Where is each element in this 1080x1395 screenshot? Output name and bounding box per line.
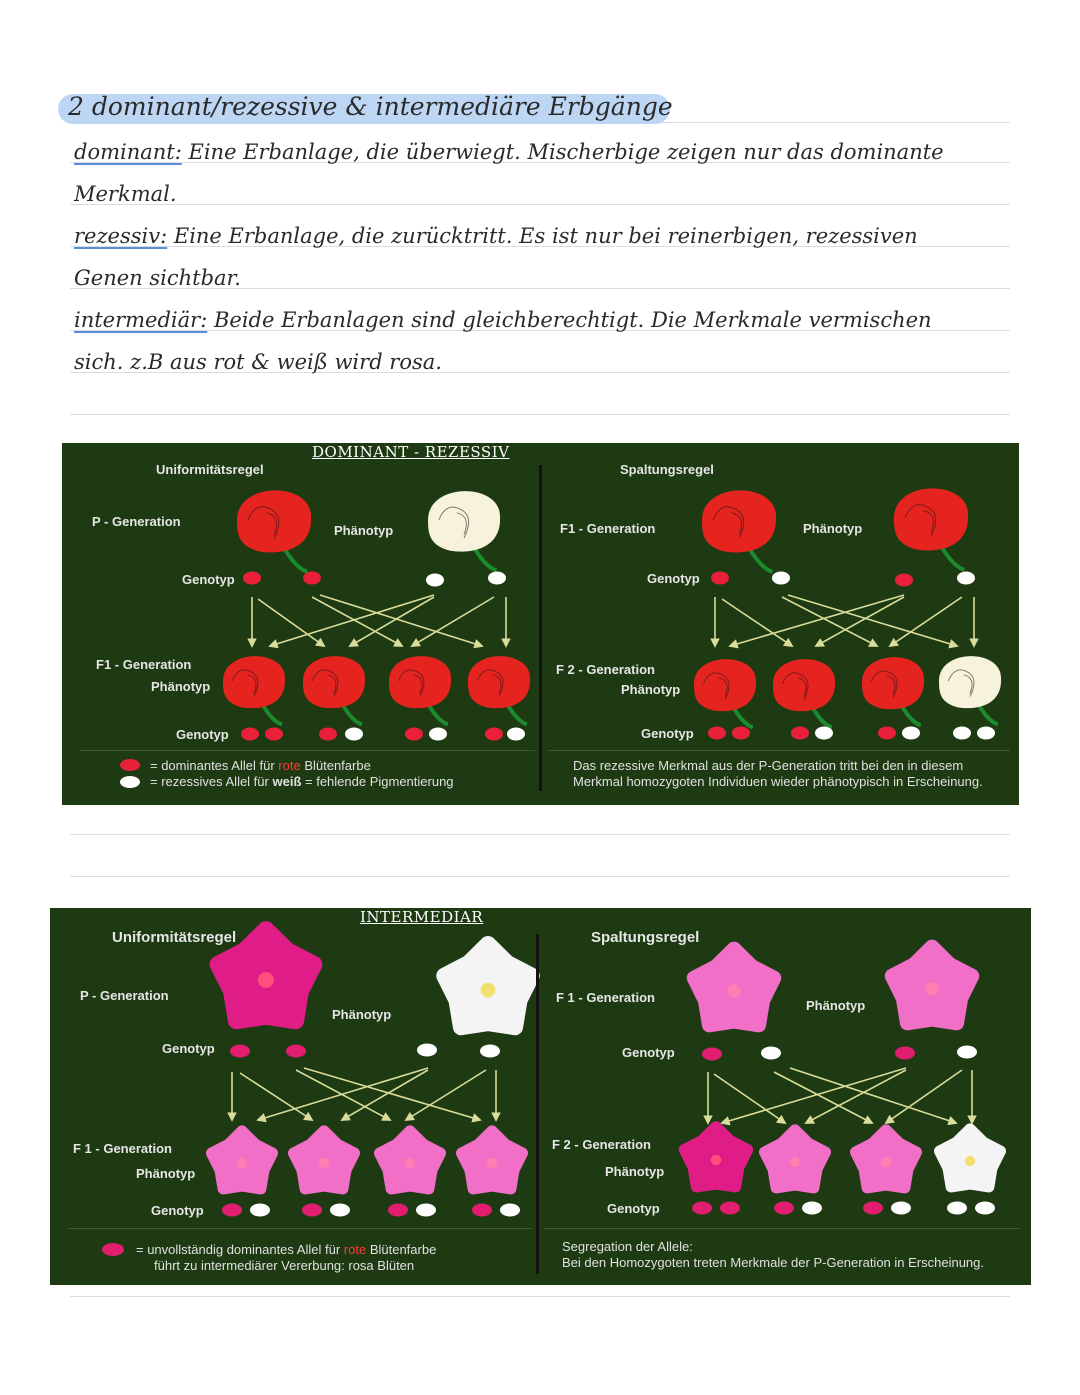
flower-stem: [902, 707, 921, 726]
cross-arrow: [412, 597, 494, 646]
flower-icon: [894, 488, 968, 569]
allele-dot: [330, 1204, 350, 1217]
p-generation-label: P - Generation: [92, 514, 181, 529]
legend-text: Blütenfarbe: [369, 1242, 437, 1257]
left-title: Uniformitätsregel: [112, 929, 237, 946]
allele-dot: [891, 1202, 911, 1215]
panel-separator: [544, 1228, 1020, 1229]
allele-dot: [977, 727, 995, 740]
phaenotyp-label: Phänotyp: [621, 682, 681, 697]
cross-arrow: [240, 1073, 312, 1120]
flower-center: [258, 972, 274, 988]
flower-stem: [734, 709, 753, 728]
legend-color-word: rote: [343, 1242, 367, 1257]
intermediar-line-1: [74, 308, 932, 332]
allele-dot: [345, 728, 363, 741]
allele-dot: [772, 572, 790, 585]
f1-generation-label: F1 - Generation: [560, 521, 656, 536]
rezessiv-text-1: Eine Erbanlage, die zurücktritt. Es ist nur bei reinerbigen, rezessiven: [173, 224, 918, 248]
flower-stem: [942, 548, 964, 570]
rezessiv-line-1: [74, 224, 918, 248]
f1-generation-label: F 1 - Generation: [73, 1141, 172, 1156]
genotyp-label: Genotyp: [151, 1203, 204, 1218]
f1-generation-label: F1 - Generation: [96, 657, 192, 672]
flower-petals: [894, 488, 968, 550]
dominant-allele-legend-dot: [120, 759, 140, 771]
flower-stem: [429, 706, 448, 725]
phaenotyp-label: Phänotyp: [334, 523, 394, 538]
cross-arrow: [270, 595, 434, 646]
flower-icon: [223, 656, 285, 724]
allele-dot: [485, 728, 503, 741]
cross-arrow: [312, 597, 402, 646]
allele-dot: [488, 572, 506, 585]
genotyp-label: Genotyp: [622, 1045, 675, 1060]
intermediar-term: intermediär:: [74, 308, 208, 332]
allele-dot: [815, 727, 833, 740]
allele-dot: [791, 727, 809, 740]
flower-stem: [475, 549, 497, 571]
phaenotyp-label: Phänotyp: [136, 1166, 196, 1181]
cross-arrow: [350, 597, 434, 646]
flower-petals: [702, 490, 776, 552]
allele-dot: [702, 1048, 722, 1061]
allele-dot: [957, 1046, 977, 1059]
allele-dot: [802, 1202, 822, 1215]
flower-petals: [468, 656, 530, 708]
flower-icon: [694, 659, 756, 727]
flower-icon: [694, 949, 774, 1025]
allele-dot: [222, 1204, 242, 1217]
dominant-text-1: Eine Erbanlage, die überwiegt. Mischerbige zeigen nur das dominante: [188, 140, 944, 164]
allele-dot: [507, 728, 525, 741]
panel-separator: [68, 1228, 532, 1229]
legend-text: Blütenfarbe: [304, 758, 371, 773]
cross-arrow: [788, 595, 957, 646]
allele-dot: [388, 1204, 408, 1217]
allele-dot: [241, 728, 259, 741]
notebook-rule: [70, 1296, 1010, 1297]
allele-dot: [692, 1202, 712, 1215]
flower-icon: [468, 656, 530, 724]
phaenotyp-label: Phänotyp: [605, 1164, 665, 1179]
allele-dot: [416, 1204, 436, 1217]
genotyp-label: Genotyp: [607, 1201, 660, 1216]
allele-dot: [957, 572, 975, 585]
flower-center: [711, 1155, 722, 1166]
flower-petals: [694, 659, 756, 711]
flower-petals: [237, 490, 311, 552]
notebook-rule: [70, 876, 1010, 877]
allele-dot: [732, 727, 750, 740]
flower-icon: [773, 659, 835, 727]
allele-dot: [711, 572, 729, 585]
flower-icon: [702, 490, 776, 571]
diagram-caption: INTERMEDIAR: [360, 908, 484, 926]
allele-dot: [472, 1204, 492, 1217]
allele-dot: [426, 574, 444, 587]
panel-separator: [548, 750, 1010, 751]
right-title: Spaltungsregel: [620, 462, 714, 477]
phaenotyp-label: Phänotyp: [332, 1007, 392, 1022]
allele-dot: [303, 572, 321, 585]
flower-petals: [773, 659, 835, 711]
legend-text: = unvollständig dominantes Allel für: [136, 1242, 341, 1257]
flower-petals: [939, 656, 1001, 708]
flower-icon: [294, 1131, 355, 1189]
allele-dot: [953, 727, 971, 740]
flower-petals: [862, 657, 924, 709]
genotyp-label: Genotyp: [162, 1041, 215, 1056]
phaenotyp-label: Phänotyp: [151, 679, 211, 694]
recessive-allele-legend-dot: [120, 776, 140, 788]
allele-dot: [947, 1202, 967, 1215]
allele-dot: [243, 572, 261, 585]
allele-dot: [286, 1045, 306, 1058]
flower-stem: [813, 709, 832, 728]
allele-dot: [975, 1202, 995, 1215]
left-title: Uniformitätsregel: [156, 462, 264, 477]
intermediate-diagram: [50, 908, 1031, 1285]
flower-icon: [389, 656, 451, 724]
allele-dot: [761, 1047, 781, 1060]
genotyp-label: Genotyp: [647, 571, 700, 586]
allele-dot: [302, 1204, 322, 1217]
notes-heading: 2 dominant/rezessive & intermediäre Erbgänge: [68, 92, 673, 121]
flower-icon: [939, 656, 1001, 724]
flower-icon: [380, 1131, 441, 1189]
allele-dot: [500, 1204, 520, 1217]
allele-dot: [774, 1202, 794, 1215]
genotyp-label: Genotyp: [182, 572, 235, 587]
right-note-2: Merkmal homozygoten Individuen wieder phänotypisch in Erscheinung.: [573, 774, 983, 789]
phaenotyp-label: Phänotyp: [806, 998, 866, 1013]
cross-arrow: [730, 595, 904, 646]
flower-icon: [237, 490, 311, 571]
allele-dot: [878, 727, 896, 740]
legend-line-2: führt zu intermediärer Vererbung: rosa Blüten: [154, 1258, 415, 1273]
allele-dot: [429, 728, 447, 741]
legend-recessive: [150, 774, 454, 790]
allele-dot: [417, 1044, 437, 1057]
genotyp-label: Genotyp: [176, 727, 229, 742]
genotyp-label: Genotyp: [641, 726, 694, 741]
flower-stem: [508, 706, 527, 725]
f2-generation-label: F 2 - Generation: [552, 1137, 651, 1152]
flower-icon: [685, 1127, 748, 1187]
legend-text: = rezessives Allel für: [150, 774, 269, 789]
allele-dot: [480, 1045, 500, 1058]
flower-center: [881, 1157, 891, 1167]
right-note-1: Das rezessive Merkmal aus der P-Generation tritt bei den in diesem: [573, 758, 964, 773]
flower-petals: [389, 656, 451, 708]
right-title: Spaltungsregel: [591, 929, 700, 946]
cross-arrow: [886, 1070, 962, 1123]
flower-icon: [303, 656, 365, 724]
allele-dot: [863, 1202, 883, 1215]
legend-color-word: rote: [278, 758, 301, 773]
legend-bold-word: weiß: [272, 774, 302, 789]
cross-arrow: [714, 1074, 785, 1123]
panel-separator: [80, 750, 535, 751]
flower-center: [481, 983, 496, 998]
cross-arrow: [890, 597, 962, 646]
flower-stem: [285, 550, 307, 572]
flower-icon: [856, 1130, 917, 1188]
right-note-2: Bei den Homozygoten treten Merkmale der P-Generation in Erscheinung.: [562, 1255, 984, 1270]
flower-icon: [462, 1131, 523, 1189]
flower-stem: [343, 706, 362, 725]
cross-arrow: [296, 1070, 390, 1120]
panel-divider: [536, 934, 539, 1274]
legend-intermediate: [136, 1242, 436, 1258]
cross-arrow: [722, 599, 792, 646]
flower-center: [405, 1158, 415, 1168]
intermediar-text-2: sich. z.B aus rot & weiß wird rosa.: [74, 350, 442, 374]
flower-center: [237, 1158, 247, 1168]
flower-icon: [212, 1131, 273, 1189]
flower-petals: [428, 491, 500, 551]
legend-text: = fehlende Pigmentierung: [305, 774, 454, 789]
notebook-rule: [70, 204, 1010, 205]
flower-icon: [765, 1130, 826, 1188]
allele-dot: [720, 1202, 740, 1215]
dominant-text-2: Merkmal.: [74, 182, 177, 206]
allele-dot: [895, 1047, 915, 1060]
f1-generation-label: F 1 - Generation: [556, 990, 655, 1005]
flower-icon: [444, 944, 531, 1027]
flower-icon: [862, 657, 924, 725]
allele-dot: [230, 1045, 250, 1058]
cross-arrow: [320, 595, 482, 646]
diagram-caption: DOMINANT - REZESSIV: [312, 443, 510, 461]
allele-dot: [250, 1204, 270, 1217]
legend-dominant: [150, 758, 371, 774]
flower-stem: [750, 550, 772, 572]
incomplete-dominant-allele-legend-dot: [102, 1243, 124, 1256]
allele-dot: [265, 728, 283, 741]
cross-arrow: [258, 1068, 428, 1120]
notebook-rule: [70, 414, 1010, 415]
legend-text: = dominantes Allel für: [150, 758, 275, 773]
flower-center: [925, 982, 938, 995]
rezessiv-term: rezessiv:: [74, 224, 168, 248]
flower-icon: [428, 491, 500, 570]
dominant-recessive-diagram: [62, 443, 1019, 805]
flower-petals: [223, 656, 285, 708]
phaenotyp-label: Phänotyp: [803, 521, 863, 536]
flower-center: [727, 984, 740, 997]
flower-icon: [940, 1129, 1001, 1187]
panel-divider: [539, 465, 542, 791]
flower-icon: [892, 947, 972, 1023]
flower-center: [487, 1158, 497, 1168]
flower-stem: [979, 706, 998, 725]
flower-center: [319, 1158, 329, 1168]
notebook-rule: [70, 834, 1010, 835]
cross-arrow: [342, 1070, 428, 1120]
dominant-term: dominant:: [74, 140, 182, 164]
allele-dot: [319, 728, 337, 741]
intermediar-text-1: Beide Erbanlagen sind gleichberechtigt. Die Merkmale vermischen: [213, 308, 932, 332]
allele-dot: [902, 727, 920, 740]
cross-arrow: [304, 1068, 480, 1120]
flower-stem: [263, 706, 282, 725]
allele-dot: [708, 727, 726, 740]
cross-arrow: [406, 1070, 486, 1120]
flower-center: [965, 1156, 975, 1166]
f2-generation-label: F 2 - Generation: [556, 662, 655, 677]
flower-petals: [303, 656, 365, 708]
right-note-1: Segregation der Allele:: [562, 1239, 693, 1254]
dominant-line-1: [74, 140, 944, 164]
flower-center: [790, 1157, 800, 1167]
allele-dot: [895, 574, 913, 587]
allele-dot: [405, 728, 423, 741]
rezessiv-text-2: Genen sichtbar.: [74, 266, 241, 290]
p-generation-label: P - Generation: [80, 988, 169, 1003]
